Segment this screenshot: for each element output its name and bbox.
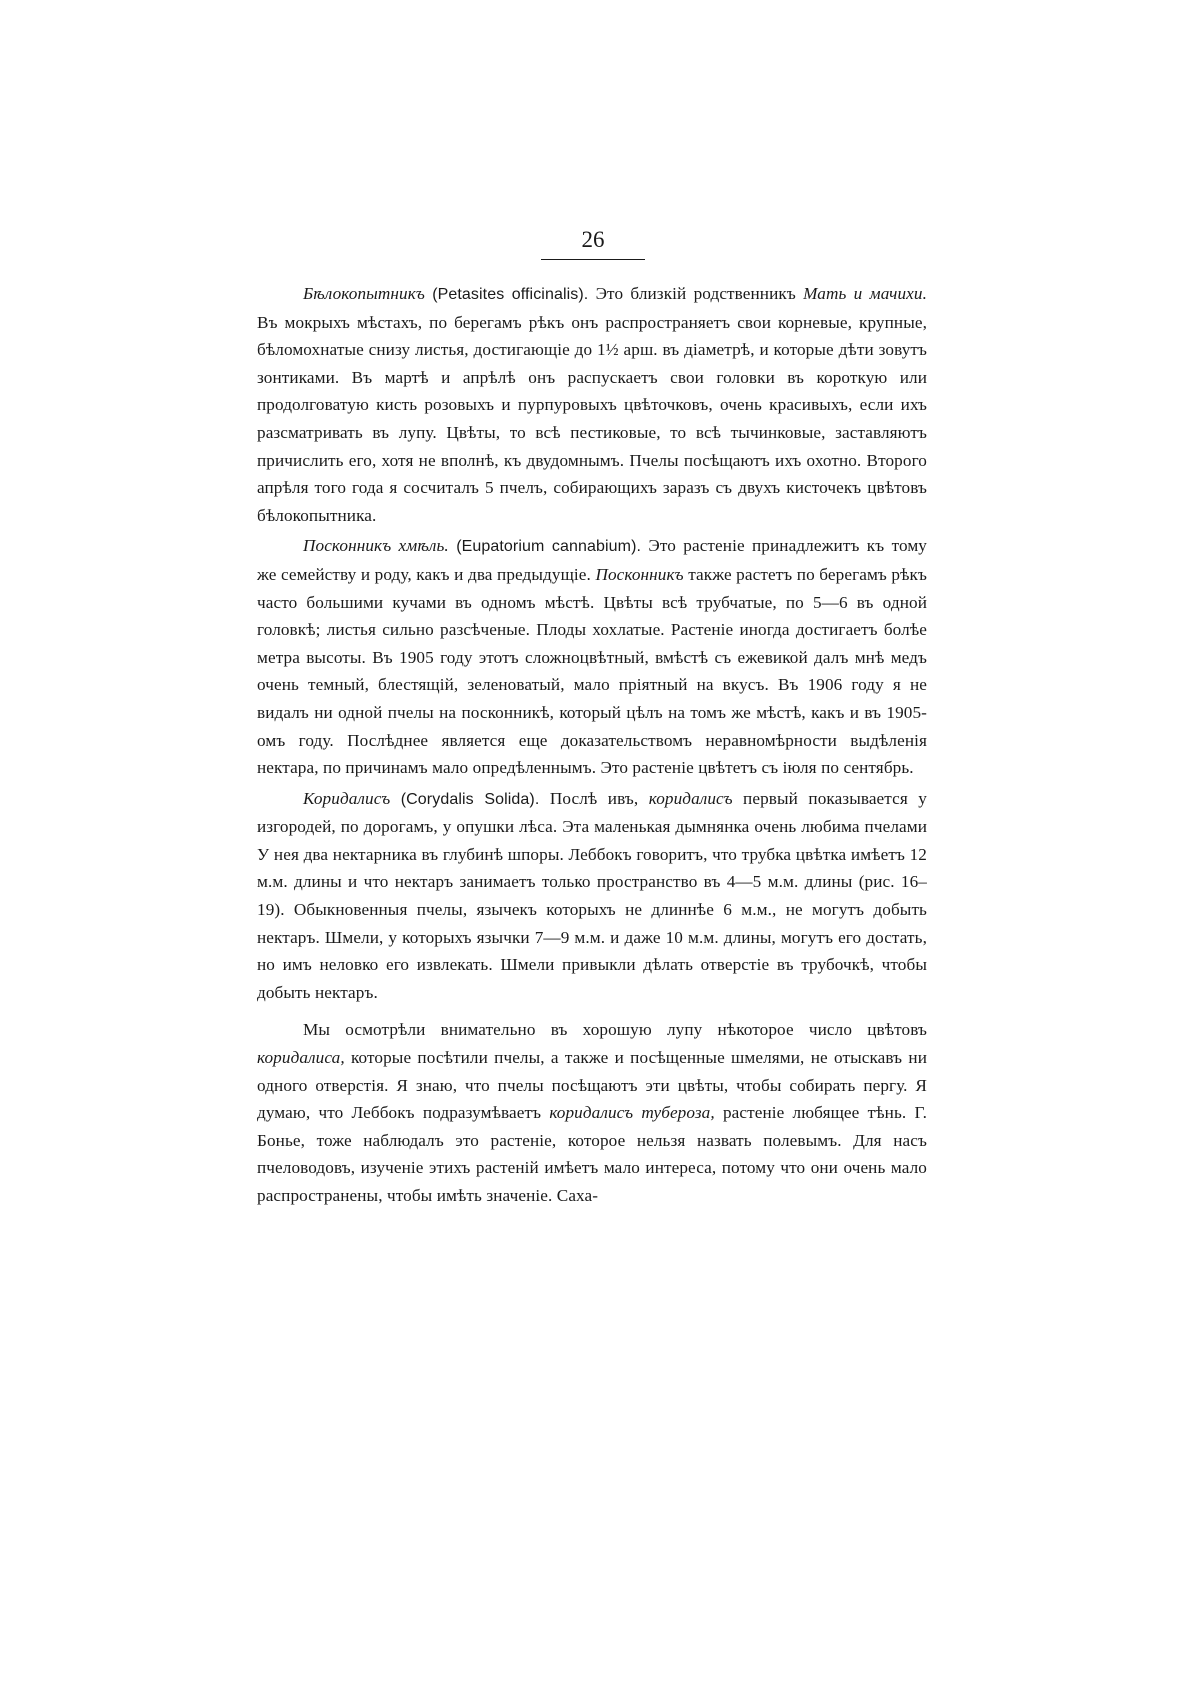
- latin-name: (Corydalis Solida).: [400, 790, 540, 808]
- plant-name: Мать и мачихи.: [803, 284, 927, 303]
- paragraph-corydalis: [257, 785, 927, 1007]
- plant-name: коридалиса,: [257, 1048, 345, 1068]
- paragraph-text: Мы осмотрѣли внимательно въ хорошую лупу нѣкоторое число цвѣтовъ: [303, 1020, 927, 1040]
- paragraph-text: которые посѣтили пчелы, а также и посѣщенные шмелями, не отыскавъ ни одного отверстія. Я знаю, что пчелы посѣщаютъ эти цвѣты, чтобы собирать пергу. Я думаю, что Леббокъ подразумѣваетъ: [257, 1048, 927, 1123]
- plant-name: Посконникъ хмѣль.: [303, 536, 449, 556]
- paragraph-text: Это растеніе принадлежитъ къ тому же семейству и роду, какъ и два предыдущіе.: [257, 536, 927, 584]
- paragraph-petasites: [257, 280, 927, 529]
- plant-name: коридалисъ туберозa,: [549, 1103, 715, 1123]
- paragraph-eupatorium: [257, 532, 927, 781]
- plant-name: Бѣлокопытникъ: [303, 284, 425, 303]
- latin-name: (Eupatorium cannabium).: [456, 538, 642, 556]
- latin-name: (Petasites officinalis).: [432, 286, 589, 303]
- paragraph-text: Послѣ ивъ,: [539, 788, 649, 808]
- plant-name: Коридалисъ: [303, 788, 391, 808]
- paragraph-text: первый показывается у изгородей, по дорогамъ, у опушки лѣса. Эта маленькая дымнянка очень любима пчелами У нея два нектарника въ глубинѣ шпоры. Леббокъ говоритъ, что трубка цвѣтка имѣетъ 12 м.м. длины и что нектаръ занимаетъ только пространство въ 4—5 м.м. длины (рис. 16–19). Обыкновенныя пчелы, язычекъ которыхъ не длиннѣе 6 м.м., не могутъ добыть нектаръ. Шмели, у которыхъ язычки 7—9 м.м. и даже 10 м.м. длины, могутъ его достать, но имъ неловко его извлекать. Шмели привыкли дѣлать отверстіе въ трубочкѣ, чтобы добыть нектаръ.: [257, 788, 927, 1002]
- page-number: 26: [541, 226, 645, 260]
- paragraph-observation: [257, 1016, 927, 1209]
- paragraph-text: Въ мокрыхъ мѣстахъ, по берегамъ рѣкъ онъ распространяетъ свои корневые, крупные, бѣломохнатые снизу листья, достигающіе до 1½ арш. въ діаметрѣ, и которые дѣти зовутъ зонтиками. Въ мартѣ и апрѣлѣ онъ распускаетъ свои головки въ короткую или продолговатую кисть розовыхъ и пурпуровыхъ цвѣточковъ, очень красивыхъ, если ихъ разсматривать въ лупу. Цвѣты, то всѣ пестиковые, то всѣ тычинковые, заставляютъ причислить его, хотя не вполнѣ, къ двудомнымъ. Пчелы посѣщаютъ ихъ охотно. Второго апрѣля того года я сосчиталъ 5 пчелъ, собирающихъ заразъ съ двухъ кисточекъ цвѣтовъ бѣлокопытника.: [257, 312, 927, 525]
- paragraph-text: также растетъ по берегамъ рѣкъ часто большими кучами въ одномъ мѣстѣ. Цвѣты всѣ трубчатые, по 5—6 въ одной головкѣ; листья сильно разсѣченые. Плоды хохлатые. Растеніе иногда достигаетъ болѣе метра высоты. Въ 1905 году этотъ сложноцвѣтный, вмѣстѣ съ ежевикой далъ мнѣ медъ очень темный, блестящій, зеленоватый, мало пріятный на вкусъ. Въ 1906 году я не видалъ ни одной пчелы на посконникѣ, который цѣлъ на томъ же мѣстѣ, какъ и въ 1905-омъ году. Послѣднее является еще доказательствомъ неравномѣрности выдѣленія нектара, по причинамъ мало опредѣленнымъ. Это растеніе цвѣтетъ съ іюля по сентябрь.: [257, 564, 927, 778]
- paragraph-text: Это близкій родственникъ: [588, 284, 804, 303]
- plant-name: Посконникъ: [595, 564, 684, 584]
- paragraph-text: растеніе любящее тѣнь. Г. Боньe, тоже наблюдалъ это растеніе, которое нельзя назвать полевымъ. Для насъ пчеловодовъ, изученіе этихъ растеній имѣетъ мало интереса, потому что они очень мало распространены, чтобы имѣть значеніе. Саха-: [257, 1103, 927, 1205]
- body-text: [257, 280, 927, 1213]
- plant-name: коридалисъ: [648, 788, 733, 808]
